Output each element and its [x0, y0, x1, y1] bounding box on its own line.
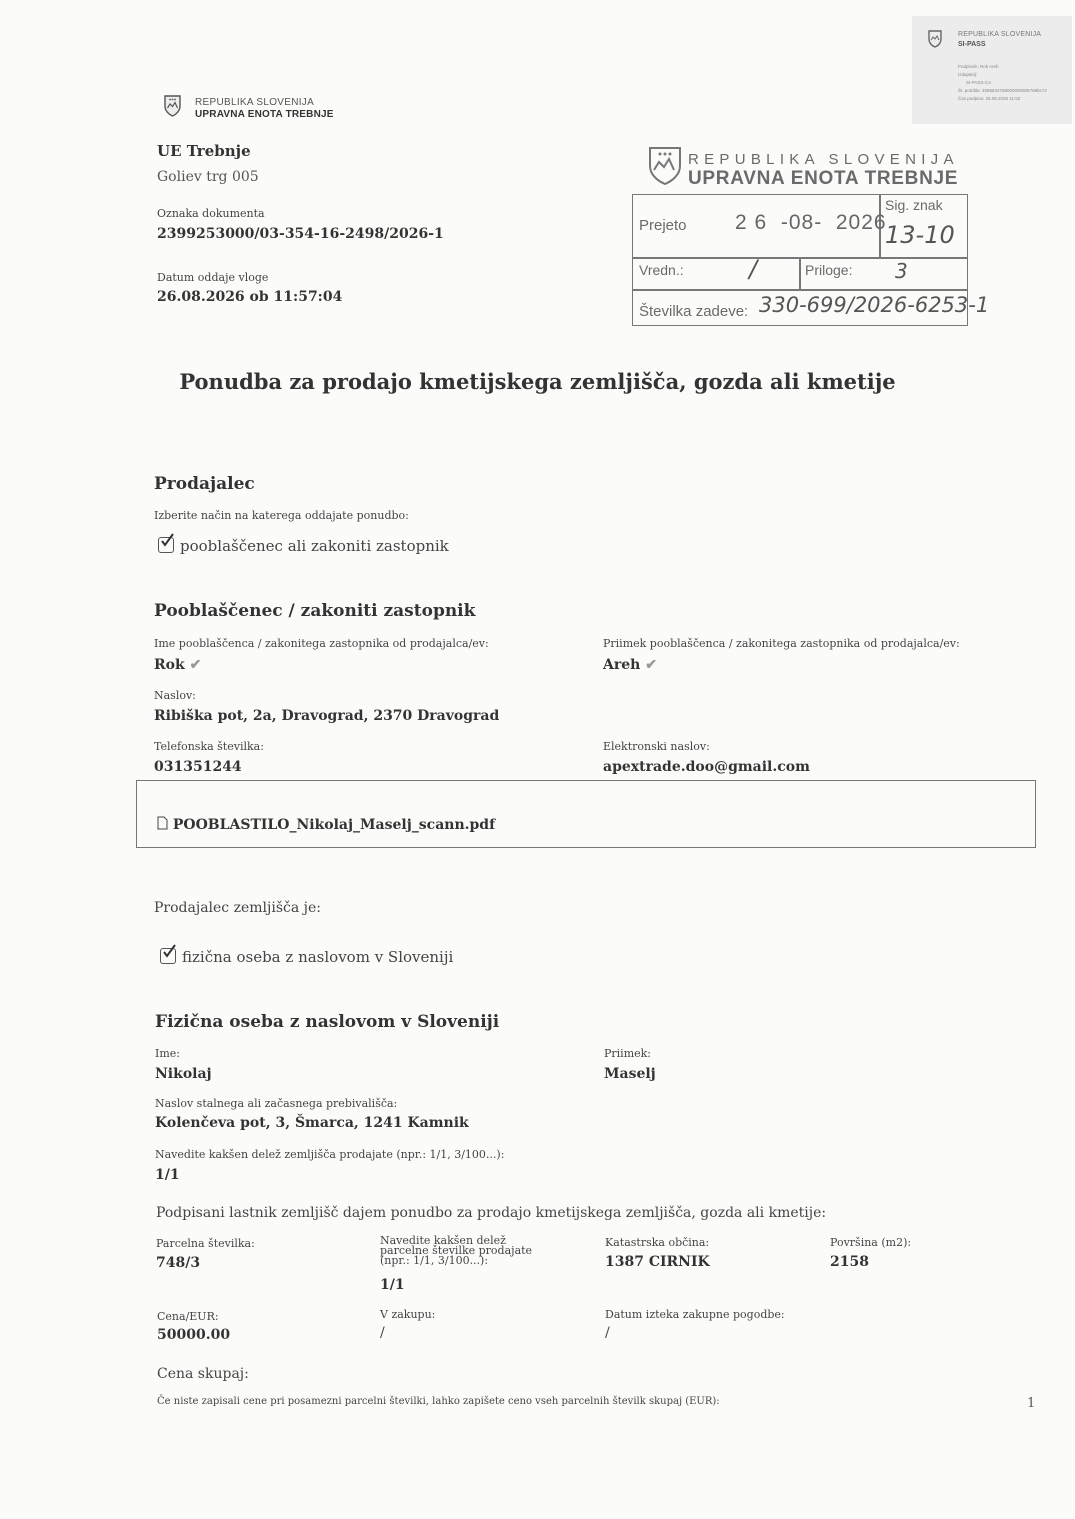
page-title: Ponudba za prodajo kmetijskega zemljišča, gozda ali kmetije [179, 369, 896, 394]
sipass-republic: REPUBLIKA SLOVENIJA [958, 31, 1042, 38]
representative-heading: Pooblaščenec / zakoniti zastopnik [154, 601, 476, 621]
doc-mark-label: Oznaka dokumenta [157, 207, 265, 220]
submit-date: 26.08.2026 ob 11:57:04 [157, 289, 343, 305]
stamp-sig-value: 13-10 [885, 221, 955, 249]
rep-address: Ribiška pot, 2a, Dravograd, 2370 Dravograd [154, 708, 500, 724]
seller-choice-label: pooblaščenec ali zakoniti zastopnik [180, 537, 449, 555]
checkbox-checked-icon [160, 948, 176, 964]
attachment-filename: POOBLASTILO_Nikolaj_Maselj_scann.pdf [172, 817, 496, 833]
doc-mark: 2399253000/03-354-16-2498/2026-1 [157, 226, 444, 242]
rep-email-label: Elektronski naslov: [603, 740, 710, 753]
person-address-label: Naslov stalnega ali začasnega prebivališča: [155, 1097, 398, 1110]
coat-of-arms-icon [928, 30, 942, 53]
attachment-link[interactable] [157, 816, 495, 833]
coat-of-arms-icon [164, 95, 181, 121]
cadastral-label: Katastrska občina: [605, 1236, 710, 1249]
person-address: Kolenčeva pot, 3, Šmarca, 1241 Kamnik [155, 1115, 469, 1131]
person-last-name-label: Priimek: [604, 1047, 652, 1060]
person-first-name-label: Ime: [155, 1047, 180, 1060]
price-label: Cena/EUR: [157, 1310, 219, 1323]
seller-type-choice [160, 948, 453, 966]
stamp-coat-of-arms-icon [648, 146, 682, 190]
parcel-label: Parcelna številka: [156, 1237, 255, 1250]
seller-type-choice-label: fizična oseba z naslovom v Sloveniji [182, 948, 454, 966]
sipass-signer: Podpisnik: Rok Areh [958, 64, 999, 69]
total-note: Če niste zapisali cene pri posamezni parcelni številki, lahko zapišete ceno vseh parcelnih številk skupaj (EUR): [157, 1396, 720, 1407]
checkbox-checked-icon [158, 537, 174, 553]
rep-last-name-label: Priimek pooblaščenca / zakonitega zastopnika od prodajalca/ev: [603, 637, 960, 650]
seller-heading: Prodajalec [154, 474, 255, 494]
person-first-name: Nikolaj [155, 1066, 212, 1082]
person-share: 1/1 [155, 1167, 180, 1183]
office-address: Goliev trg 005 [157, 169, 259, 185]
lease-end-value: / [605, 1325, 610, 1341]
parcel-share: 1/1 [380, 1277, 405, 1293]
stamp-sig-label: Sig. znak [885, 197, 943, 213]
total-label: Cena skupaj: [157, 1366, 249, 1382]
area-value: 2158 [830, 1254, 869, 1270]
received-stamp-box [632, 194, 990, 326]
person-share-label: Navedite kakšen delež zemljišča prodajate (npr.: 1/1, 3/100...): [155, 1148, 505, 1161]
person-heading: Fizična oseba z naslovom v Sloveniji [155, 1012, 500, 1032]
rep-phone: 031351244 [154, 759, 242, 775]
parcel-share-label: Navedite kakšen delež parcelne številke prodajate (npr.: 1/1, 3/100...): [380, 1234, 533, 1267]
seller-type-label: Prodajalec zemljišča je: [154, 900, 321, 916]
rep-last-name-value: Areh [603, 657, 641, 673]
header-unit: UPRAVNA ENOTA TREBNJE [195, 109, 334, 120]
si-pass-signature-box [912, 16, 1072, 124]
person-last-name: Maselj [604, 1066, 656, 1082]
stamp-case-number: 330-699/2026-6253-1 [759, 293, 990, 317]
submit-date-label: Datum oddaje vloge [157, 271, 269, 284]
rep-first-name-label: Ime pooblaščenca / zakonitega zastopnika od prodajalca/ev: [154, 637, 489, 650]
stamp-attachments-value: 3 [895, 259, 908, 283]
rep-first-name [154, 657, 201, 673]
sipass-time: Čas podpisa: 26.08.2026 11:52 [958, 96, 1021, 101]
rep-phone-label: Telefonska številka: [154, 740, 264, 753]
sipass-issuer: SI-PASS-CA [966, 80, 992, 85]
attachment-box [136, 780, 1036, 848]
sipass-certificate: Št. potrdila: 4596834758000000005768bc72 [958, 88, 1047, 93]
rep-address-label: Naslov: [154, 689, 196, 702]
sipass-title: SI-PASS [958, 41, 986, 48]
header-republic: REPUBLIKA SLOVENIJA [195, 97, 315, 108]
rep-email: apextrade.doo@gmail.com [603, 759, 810, 775]
verified-check-icon: ✔ [189, 657, 202, 673]
price-value: 50000.00 [157, 1327, 231, 1343]
area-label: Površina (m2): [830, 1236, 912, 1249]
verified-check-icon: ✔ [645, 657, 657, 673]
parcel-number: 748/3 [156, 1255, 201, 1271]
sipass-issuer-label: Izdajatelj: [958, 72, 978, 77]
stamp-value-label: Vredn.: [639, 262, 684, 278]
lease-end-label: Datum izteka zakupne pogodbe: [605, 1308, 785, 1321]
seller-choose-label: Izberite način na katerega oddajate ponudbo: [154, 509, 409, 522]
page-number: 1 [1027, 1396, 1036, 1411]
stamp-republic: REPUBLIKA SLOVENIJA [688, 151, 959, 168]
stamp-value-mark: / [749, 255, 758, 283]
stamp-received-date: 2 6 -08- 2026 [735, 211, 887, 234]
rep-last-name [603, 657, 657, 673]
document-icon [157, 817, 168, 833]
lease-label: V zakupu: [380, 1308, 436, 1321]
offer-statement: Podpisani lastnik zemljišč dajem ponudbo za prodajo kmetijskega zemljišča, gozda ali kmetije: [156, 1205, 827, 1221]
stamp-attachments-label: Priloge: [805, 262, 853, 278]
stamp-case-label: Številka zadeve: [639, 303, 749, 320]
stamp-received-label: Prejeto [639, 217, 687, 234]
seller-choice [158, 537, 449, 555]
rep-first-name-value: Rok [154, 657, 185, 673]
stamp-unit: UPRAVNA ENOTA TREBNJE [688, 168, 959, 189]
cadastral-value: 1387 CIRNIK [605, 1254, 710, 1270]
office-name: UE Trebnje [157, 142, 251, 160]
lease-value: / [380, 1325, 385, 1341]
